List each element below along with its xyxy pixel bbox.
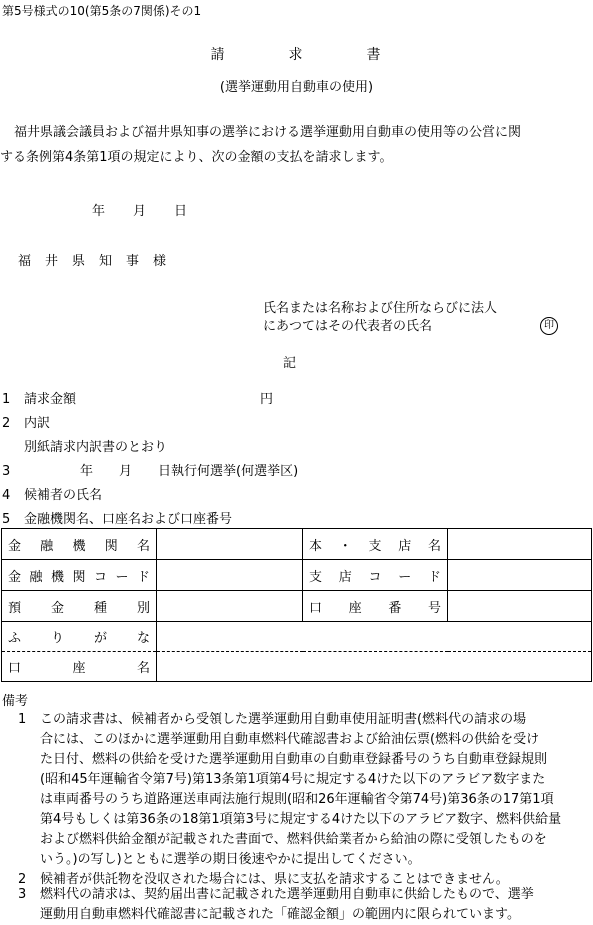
date-month: 月 xyxy=(133,204,147,219)
document-title xyxy=(0,44,593,64)
bank-code-label: 金融機関コード xyxy=(2,560,157,591)
note-line: は車両番号のうち道路運送車両法施行規則(昭和26年運輸省令第74号)第36条の17第1項 xyxy=(40,792,554,807)
note-line: 燃料代の請求は、契約届出書に記載された選挙運動用自動車に供給したもので、選挙 xyxy=(40,887,534,902)
item-number: 5 xyxy=(2,512,11,527)
form-number: 第5号様式の10(第5条の7関係)その1 xyxy=(2,4,202,18)
date-year: 年 xyxy=(92,204,106,219)
item-number: 4 xyxy=(2,488,11,503)
item-number: 3 xyxy=(2,464,11,479)
note-line: および燃料供給金額が記載された書面で、燃料供給業者から給油の際に受領したものを xyxy=(40,832,547,847)
note-line: 運動用自動車燃料代確認書に記載された「確認金額」の範囲内に限られています。 xyxy=(40,907,520,922)
table-row xyxy=(2,560,592,591)
account-name-field[interactable] xyxy=(157,652,592,682)
account-number-label: 口座番号 xyxy=(303,591,448,622)
item-breakdown xyxy=(2,412,50,431)
applicant-line: にあつてはその代表者の氏名 xyxy=(263,319,433,334)
item-label: 候補者の氏名 xyxy=(24,488,103,503)
item-breakdown-note xyxy=(2,436,167,455)
account-number-field[interactable] xyxy=(448,591,592,622)
deposit-type-label: 預金種別 xyxy=(2,591,157,622)
intro-line: 福井県議会議員および福井県知事の選挙における選挙運動用自動車の使用等の公営に関 xyxy=(14,125,522,140)
note-line: いう。)の写し)とともに選挙の期日後速やかに提出してください。 xyxy=(40,852,421,867)
item-label: 請求金額 xyxy=(24,392,77,407)
note-number: 3 xyxy=(18,887,27,902)
table-row xyxy=(2,622,592,652)
note-line: 第4号もしくは第36条の18第1項第3号に規定する4けた以下のアラビア数字、燃料供給量 xyxy=(40,812,562,827)
note-line: 合には、このほかに選挙運動用自動車燃料代確認書および給油伝票(燃料の供給を受け xyxy=(40,732,540,747)
title-char: 請 xyxy=(210,47,227,63)
yen-unit: 円 xyxy=(260,392,274,407)
item-candidate-name xyxy=(2,484,102,503)
date-line xyxy=(92,200,215,219)
intro-paragraph xyxy=(0,120,593,170)
item-label: 別紙請求内訳書のとおり xyxy=(24,440,168,455)
document-subtitle: (選挙運動用自動車の使用) xyxy=(219,80,374,95)
note-line: (昭和45年運輸省令第7号)第13条第1項第4号に規定する4けた以下のアラビア数字また xyxy=(40,772,546,787)
note-number: 2 xyxy=(18,872,27,887)
note-line: 候補者が供託物を没収された場合には、県に支払を請求することはできません。 xyxy=(40,872,509,887)
furigana-field[interactable] xyxy=(157,622,592,652)
item-label: 金融機関名、口座名および口座番号 xyxy=(24,512,233,527)
applicant-line: 氏名または名称および住所ならびに法人 xyxy=(263,301,498,316)
bank-info-table xyxy=(1,528,592,682)
deposit-type-field[interactable] xyxy=(157,591,303,622)
branch-name-field[interactable] xyxy=(448,529,592,560)
furigana-label: ふりがな xyxy=(2,622,157,652)
note-line: た日付、燃料の供給を受けた選挙運動用自動車の自動車登録番号のうち自動車登録規則 xyxy=(40,752,548,767)
item-election xyxy=(2,460,298,479)
intro-line: する条例第4条第1項の規定により、次の金額の支払を請求します。 xyxy=(0,150,393,165)
bank-name-field[interactable] xyxy=(157,529,303,560)
table-row xyxy=(2,529,592,560)
seal-mark-icon: 印 xyxy=(540,317,558,335)
note-number: 1 xyxy=(18,712,27,727)
bank-code-field[interactable] xyxy=(157,560,303,591)
date-day: 日 xyxy=(174,204,188,219)
table-row xyxy=(2,591,592,622)
item-label: 内訳 xyxy=(24,416,51,431)
title-char: 書 xyxy=(366,47,383,63)
item-number: 2 xyxy=(2,416,11,431)
item-bank-info xyxy=(2,508,232,527)
item-claim-amount xyxy=(2,388,274,407)
note-1 xyxy=(18,710,590,870)
item-label: 年 月 日執行何選挙(何選挙区) xyxy=(80,464,299,479)
notes-heading: 備考 xyxy=(2,694,29,709)
branch-code-label: 支店コード xyxy=(303,560,448,591)
ki-heading: 記 xyxy=(283,356,297,371)
title-char: 求 xyxy=(288,47,305,63)
branch-name-label: 本・支店名 xyxy=(303,529,448,560)
branch-code-field[interactable] xyxy=(448,560,592,591)
item-number: 1 xyxy=(2,392,11,407)
note-line: この請求書は、候補者から受領した選挙運動用自動車使用証明書(燃料代の請求の場 xyxy=(40,712,527,727)
table-row xyxy=(2,652,592,682)
bank-name-label: 金融機関名 xyxy=(2,529,157,560)
account-name-label: 口座名 xyxy=(2,652,157,682)
addressee: 福井県知事様 xyxy=(18,254,181,269)
note-3 xyxy=(18,885,590,925)
